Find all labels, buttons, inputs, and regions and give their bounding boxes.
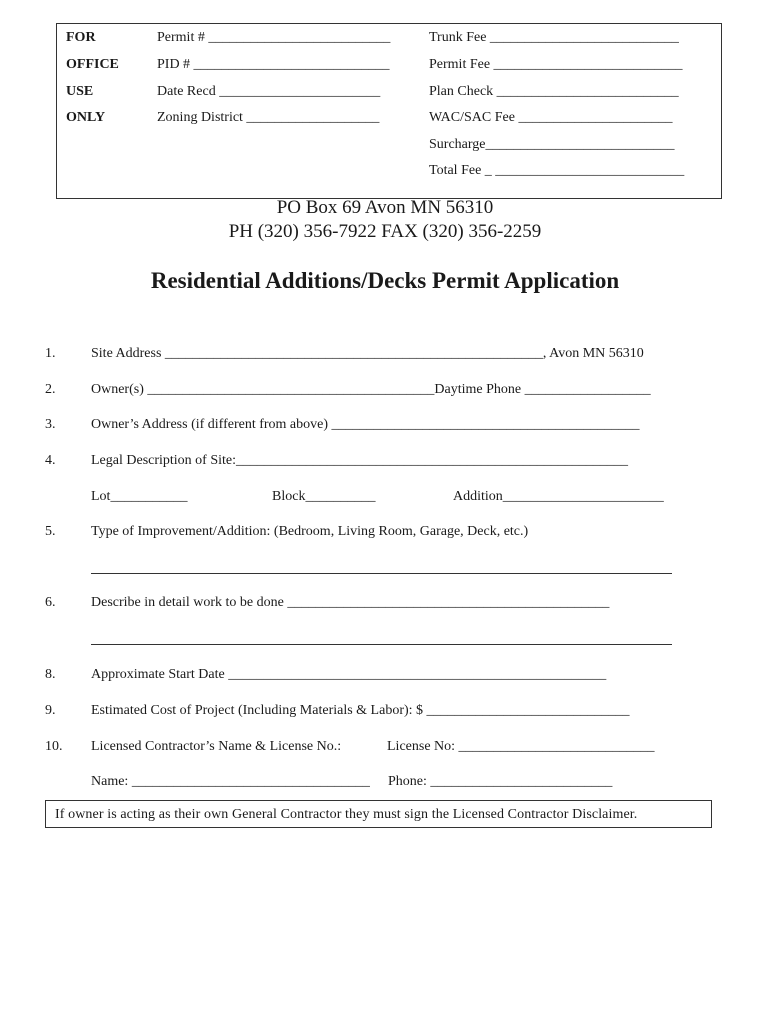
owners-field[interactable]: Owner(s) _________________________________________Daytime Phone __________________ — [91, 382, 651, 397]
phone-fax-line: PH (320) 356-7922 FAX (320) 356-2259 — [228, 221, 542, 242]
improvement-type-label: Type of Improvement/Addition: (Bedroom, Living Room, Garage, Deck, etc.) — [91, 524, 529, 539]
owners-address-field[interactable]: Owner’s Address (if different from above) ____________________________________________ — [91, 417, 640, 432]
question-number: 1. — [45, 346, 56, 361]
contractor-name-field[interactable]: Name: __________________________________ — [91, 774, 370, 789]
addition-field[interactable]: Addition_______________________ — [453, 489, 664, 504]
trunk-fee-field[interactable]: Trunk Fee ___________________________ — [429, 30, 679, 45]
permit-fee-field[interactable]: Permit Fee ___________________________ — [429, 57, 683, 72]
license-number-field[interactable]: License No: ____________________________ — [387, 739, 655, 754]
contractor-label: Licensed Contractor’s Name & License No.: — [91, 739, 342, 754]
question-number: 3. — [45, 417, 56, 432]
wac-sac-fee-field[interactable]: WAC/SAC Fee ______________________ — [429, 110, 673, 125]
plan-check-field[interactable]: Plan Check __________________________ — [429, 84, 679, 99]
page-title: Residential Additions/Decks Permit Application — [150, 268, 620, 293]
surcharge-field[interactable]: Surcharge___________________________ — [429, 137, 675, 152]
office-label-only: ONLY — [66, 110, 106, 125]
start-date-field[interactable]: Approximate Start Date ______________________________________________________ — [91, 667, 607, 682]
date-received-field[interactable]: Date Recd _______________________ — [157, 84, 381, 99]
pid-field[interactable]: PID # ____________________________ — [157, 57, 390, 72]
block-field[interactable]: Block__________ — [272, 489, 376, 504]
estimated-cost-field[interactable]: Estimated Cost of Project (Including Materials & Labor): $ _____________________________ — [91, 703, 630, 718]
total-fee-field[interactable]: Total Fee _ ___________________________ — [429, 163, 685, 178]
contractor-phone-field[interactable]: Phone: __________________________ — [388, 774, 613, 789]
question-number: 2. — [45, 382, 56, 397]
question-number: 10. — [45, 739, 63, 754]
lot-field[interactable]: Lot___________ — [91, 489, 188, 504]
site-address-field[interactable]: Site Address ______________________________________________________, Avon MN 56310 — [91, 346, 644, 361]
question-number: 6. — [45, 595, 56, 610]
question-number: 8. — [45, 667, 56, 682]
permit-number-field[interactable]: Permit # __________________________ — [157, 30, 391, 45]
office-label-office: OFFICE — [66, 57, 119, 72]
disclaimer-box — [45, 800, 712, 828]
work-description-field[interactable]: Describe in detail work to be done ______________________________________________ — [91, 595, 610, 610]
question-number: 9. — [45, 703, 56, 718]
mailing-address: PO Box 69 Avon MN 56310 — [276, 197, 494, 218]
improvement-type-line[interactable] — [91, 573, 672, 574]
work-description-line[interactable] — [91, 644, 672, 645]
question-number: 5. — [45, 524, 56, 539]
legal-description-field[interactable]: Legal Description of Site:________________________________________________________ — [91, 453, 629, 468]
office-label-for: FOR — [66, 30, 96, 45]
disclaimer-text: If owner is acting as their own General Contractor they must sign the Licensed Contractor Disclaimer. — [55, 807, 638, 822]
office-label-use: USE — [66, 84, 94, 99]
zoning-district-field[interactable]: Zoning District ___________________ — [157, 110, 380, 125]
question-number: 4. — [45, 453, 56, 468]
